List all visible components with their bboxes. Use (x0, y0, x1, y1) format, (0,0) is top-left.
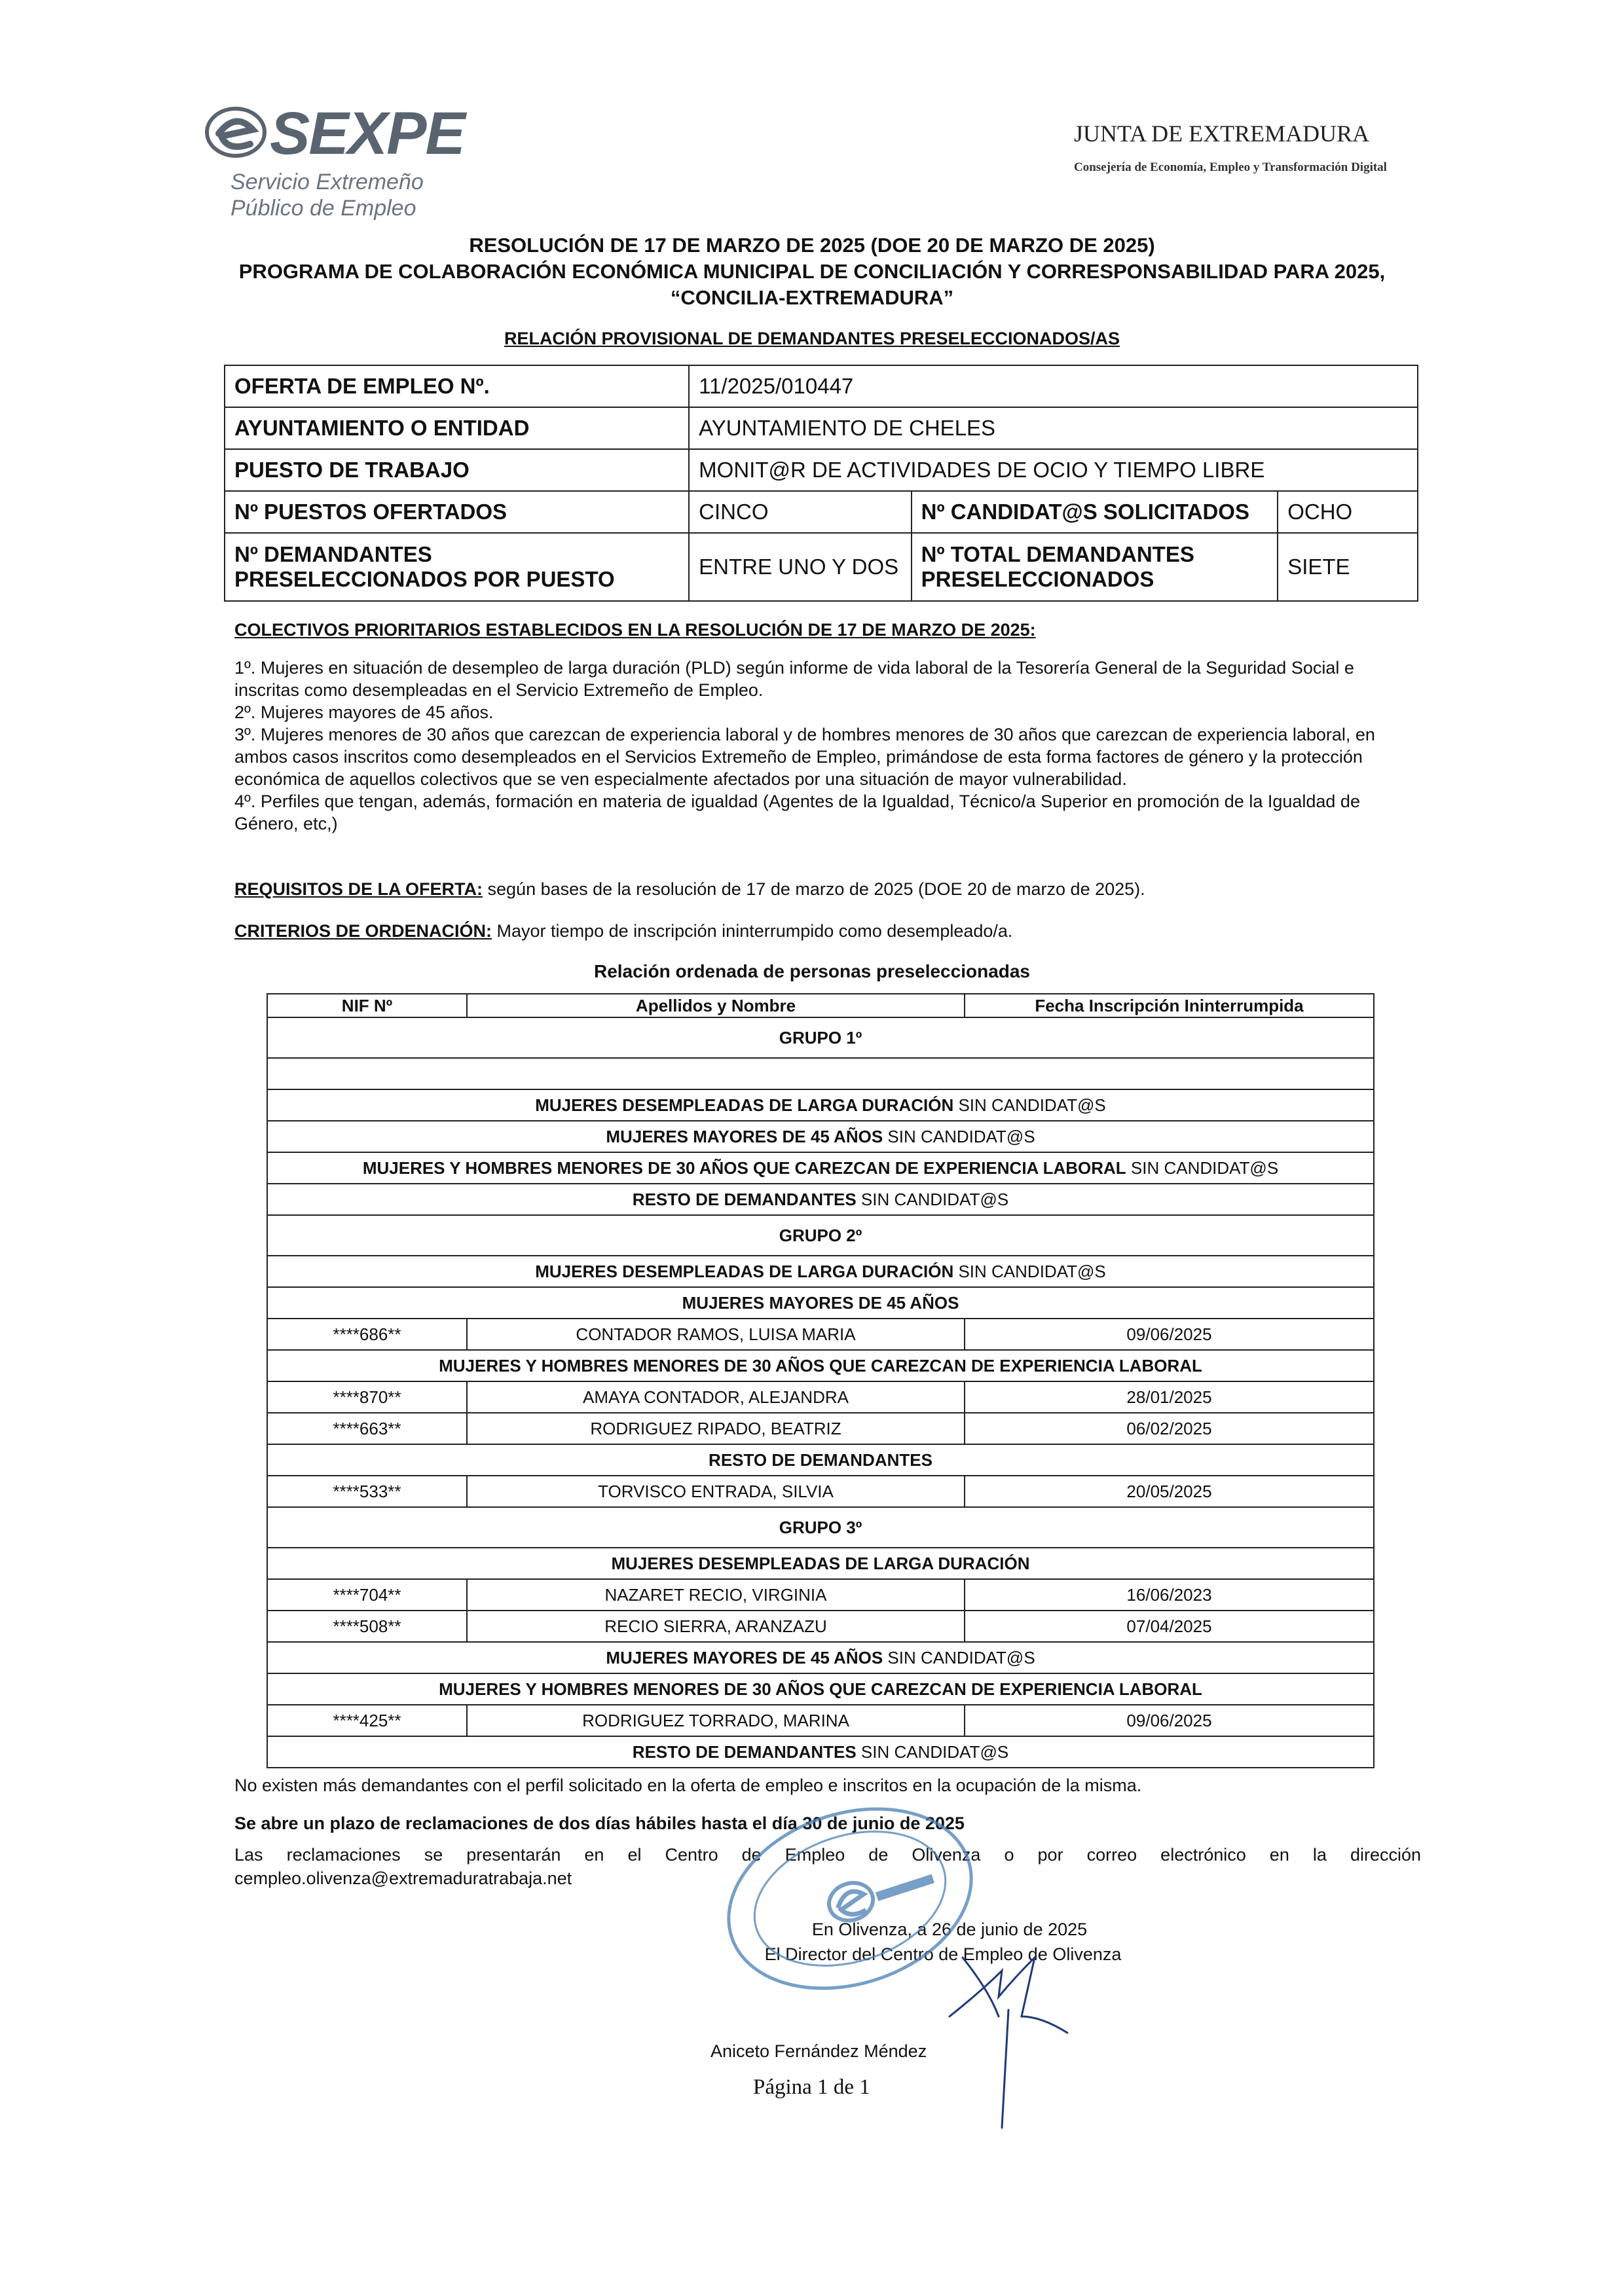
category-label: MUJERES MAYORES DE 45 AÑOS (267, 1287, 1374, 1319)
name-cell: RODRIGUEZ RIPADO, BEATRIZ (467, 1413, 965, 1444)
category-row (267, 1121, 1374, 1152)
category-row (267, 1256, 1374, 1287)
category-row (267, 1444, 1374, 1476)
category-row (267, 1287, 1374, 1319)
criteria-text: Mayor tiempo de inscripción ininterrumpido como desempleado/a. (492, 921, 1013, 941)
nif-cell: ****686** (267, 1319, 467, 1350)
signer-name: Aniceto Fernández Méndez (710, 2041, 927, 2061)
date-cell: 28/01/2025 (965, 1381, 1374, 1413)
title-line-2: PROGRAMA DE COLABORACIÓN ECONÓMICA MUNICIPAL DE CONCILIACIÓN Y CORRESPONSABILIDAD PARA 2025, (238, 260, 1386, 283)
group-row (267, 1215, 1374, 1256)
table-row (267, 1705, 1374, 1736)
category-row (267, 1350, 1374, 1381)
offer-row (225, 533, 1418, 601)
name-cell: AMAYA CONTADOR, ALEJANDRA (467, 1381, 965, 1413)
total-value: SIETE (1278, 533, 1418, 601)
category-label: MUJERES DESEMPLEADAS DE LARGA DURACIÓN (267, 1548, 1374, 1579)
column-nif: NIF Nº (267, 994, 467, 1017)
candidates-table (267, 993, 1375, 1768)
no-more-candidates-note: No existen más demandantes con el perfil solicitado en la oferta de empleo e inscritos en la ocupación de la misma. (234, 1776, 1142, 1795)
solicitados-label: Nº CANDIDAT@S SOLICITADOS (912, 491, 1278, 533)
place-and-date: En Olivenza, a 26 de junio de 2025 (811, 1920, 1088, 1939)
category-row (267, 1642, 1374, 1673)
priority-2: 2º. Mujeres mayores de 45 años. (234, 702, 494, 722)
no-candidates-text: SIN CANDIDAT@S (856, 1741, 1009, 1762)
date-cell: 07/04/2025 (965, 1611, 1374, 1642)
ayuntamiento-label: AYUNTAMIENTO O ENTIDAD (225, 407, 689, 449)
document-subtitle: RELACIÓN PROVISIONAL DE DEMANDANTES PRESELECCIONADOS/AS (504, 329, 1120, 348)
empty-row (267, 1058, 1374, 1089)
date-cell: 09/06/2025 (965, 1705, 1374, 1736)
date-cell: 20/05/2025 (965, 1476, 1374, 1507)
group-row (267, 1017, 1374, 1058)
category-label (267, 1642, 1374, 1673)
column-name: Apellidos y Nombre (467, 994, 965, 1017)
sexpe-logo-subtitle (231, 169, 424, 221)
category-name: MUJERES MAYORES DE 45 AÑOS (606, 1647, 883, 1667)
document-title (196, 232, 1428, 311)
category-name: MUJERES DESEMPLEADAS DE LARGA DURACIÓN (535, 1261, 954, 1281)
category-row (267, 1152, 1374, 1184)
sexpe-logo-text: SEXPE (270, 100, 464, 167)
category-label: RESTO DE DEMANDANTES (267, 1444, 1374, 1476)
category-label: MUJERES Y HOMBRES MENORES DE 30 AÑOS QUE CAREZCAN DE EXPERIENCIA LABORAL (267, 1673, 1374, 1705)
name-cell: RODRIGUEZ TORRADO, MARINA (467, 1705, 965, 1736)
category-label (267, 1121, 1374, 1152)
name-cell: CONTADOR RAMOS, LUISA MARIA (467, 1319, 965, 1350)
category-name: RESTO DE DEMANDANTES (632, 1741, 857, 1762)
total-label-line1: Nº TOTAL DEMANDANTES (921, 542, 1194, 566)
no-candidates-text: SIN CANDIDAT@S (953, 1095, 1106, 1115)
junta-title: JUNTA DE EXTREMADURA (1074, 120, 1370, 147)
nif-cell: ****533** (267, 1476, 467, 1507)
category-row (267, 1089, 1374, 1121)
no-candidates-text: SIN CANDIDAT@S (1126, 1157, 1279, 1178)
signature-icon (936, 1918, 1087, 2134)
priorities-list (234, 657, 1421, 835)
priority-1: 1º. Mujeres en situación de desempleo de larga duración (PLD) según informe de vida laboral de la Tesorería General de la Seguridad Social e inscritas como desempleadas en el Servicio Extremeño de Empleo. (234, 658, 1354, 700)
ofertados-value: CINCO (689, 491, 911, 533)
oferta-value: 11/2025/010447 (689, 365, 1418, 407)
offer-row (225, 407, 1418, 449)
category-name: MUJERES DESEMPLEADAS DE LARGA DURACIÓN (535, 1095, 954, 1115)
no-candidates-text: SIN CANDIDAT@S (883, 1647, 1035, 1667)
requirements-label: REQUISITOS DE LA OFERTA: (234, 879, 483, 899)
solicitados-value: OCHO (1278, 491, 1418, 533)
category-name: RESTO DE DEMANDANTES (632, 1189, 857, 1209)
nif-cell: ****425** (267, 1705, 467, 1736)
category-name: MUJERES Y HOMBRES MENORES DE 30 AÑOS QUE CAREZCAN DE EXPERIENCIA LABORAL (362, 1157, 1126, 1178)
group-1-label: GRUPO 1º (267, 1017, 1374, 1058)
total-label-line2: PRESELECCIONADOS (921, 567, 1154, 591)
offer-row (225, 365, 1418, 407)
group-3-label: GRUPO 3º (267, 1507, 1374, 1548)
table-row (267, 1413, 1374, 1444)
page-number: Página 1 de 1 (753, 2075, 870, 2099)
category-label (267, 1152, 1374, 1184)
logo-sub-line2: Público de Empleo (231, 196, 416, 221)
name-cell: TORVISCO ENTRADA, SILVIA (467, 1476, 965, 1507)
claims-instructions: Las reclamaciones se presentarán en el Centro de Empleo de Olivenza o por correo electrónico en la dirección cempleo.olivenza@extremaduratrabaja.net (234, 1845, 1421, 1888)
category-row (267, 1673, 1374, 1705)
group-2-label: GRUPO 2º (267, 1215, 1374, 1256)
title-line-1: RESOLUCIÓN DE 17 DE MARZO DE 2025 (DOE 20 DE MARZO DE 2025) (469, 234, 1155, 257)
total-label (912, 533, 1278, 601)
no-candidates-text: SIN CANDIDAT@S (883, 1126, 1035, 1146)
preseleccionados-label-line2: PRESELECCIONADOS POR PUESTO (234, 567, 615, 591)
priority-4: 4º. Perfiles que tengan, además, formación en materia de igualdad (Agentes de la Igualdad, Técnico/a Superior en promoción de la Igualdad de Género, etc,) (234, 792, 1360, 833)
nif-cell: ****870** (267, 1381, 467, 1413)
table-row (267, 1611, 1374, 1642)
date-cell: 06/02/2025 (965, 1413, 1374, 1444)
requirements-text: según bases de la resolución de 17 de marzo de 2025 (DOE 20 de marzo de 2025). (483, 879, 1145, 899)
category-label (267, 1736, 1374, 1768)
column-date: Fecha Inscripción Ininterrumpida (965, 994, 1374, 1017)
table-row (267, 1058, 1374, 1089)
table-row (267, 1381, 1374, 1413)
date-cell: 16/06/2023 (965, 1579, 1374, 1611)
ofertados-label: Nº PUESTOS OFERTADOS (225, 491, 689, 533)
criteria-label: CRITERIOS DE ORDENACIÓN: (234, 921, 492, 941)
list-title: Relación ordenada de personas preseleccionadas (593, 961, 1031, 981)
name-cell: RECIO SIERRA, ARANZAZU (467, 1611, 965, 1642)
puesto-label: PUESTO DE TRABAJO (225, 449, 689, 491)
table-row (267, 1579, 1374, 1611)
category-row (267, 1184, 1374, 1215)
table-row (267, 1319, 1374, 1350)
preseleccionados-label-line1: Nº DEMANDANTES (234, 542, 432, 566)
date-cell: 09/06/2025 (965, 1319, 1374, 1350)
preseleccionados-value: ENTRE UNO Y DOS (689, 533, 911, 601)
preseleccionados-label (225, 533, 689, 601)
priority-3: 3º. Mujeres menores de 30 años que carezcan de experiencia laboral y de hombres menores de 30 años que carezcan de experiencia laboral, en ambos casos inscritos como desempleados en el Servicios Extremeño de Empleo, primándose de esta forma factores de género y la protección económica de aquellos colectivos que se ven especialmente afectados por una situación de mayor vulnerabilidad. (234, 725, 1375, 789)
oferta-label: OFERTA DE EMPLEO Nº. (225, 365, 689, 407)
category-name: MUJERES MAYORES DE 45 AÑOS (606, 1126, 883, 1146)
criteria (234, 921, 1012, 941)
logo-sub-line1: Servicio Extremeño (231, 170, 424, 194)
table-header-row (267, 994, 1374, 1017)
title-line-3: “CONCILIA-EXTREMADURA” (670, 286, 954, 309)
category-row (267, 1548, 1374, 1579)
offer-row (225, 491, 1418, 533)
nif-cell: ****508** (267, 1611, 467, 1642)
puesto-value: MONIT@R DE ACTIVIDADES DE OCIO Y TIEMPO LIBRE (689, 449, 1418, 491)
requirements (234, 879, 1145, 900)
offer-row (225, 449, 1418, 491)
name-cell: NAZARET RECIO, VIRGINIA (467, 1579, 965, 1611)
consejeria-title: Consejería de Economía, Empleo y Transformación Digital (1074, 160, 1387, 174)
no-candidates-text: SIN CANDIDAT@S (856, 1189, 1009, 1209)
no-candidates-text: SIN CANDIDAT@S (953, 1261, 1106, 1281)
nif-cell: ****704** (267, 1579, 467, 1611)
category-label (267, 1089, 1374, 1121)
group-row (267, 1507, 1374, 1548)
table-row (267, 1476, 1374, 1507)
claims-deadline: Se abre un plazo de reclamaciones de dos días hábiles hasta el día 30 de junio de 2025 (234, 1813, 965, 1833)
priorities-heading: COLECTIVOS PRIORITARIOS ESTABLECIDOS EN LA RESOLUCIÓN DE 17 DE MARZO DE 2025: (234, 620, 1036, 640)
category-label (267, 1184, 1374, 1215)
nif-cell: ****663** (267, 1413, 467, 1444)
category-label (267, 1256, 1374, 1287)
offer-table (224, 365, 1418, 602)
ayuntamiento-value: AYUNTAMIENTO DE CHELES (689, 407, 1418, 449)
category-row (267, 1736, 1374, 1768)
director-title: El Director del Centro de Empleo de Olivenza (764, 1944, 1122, 1964)
category-label: MUJERES Y HOMBRES MENORES DE 30 AÑOS QUE CAREZCAN DE EXPERIENCIA LABORAL (267, 1350, 1374, 1381)
sexpe-logo-icon (204, 106, 267, 158)
